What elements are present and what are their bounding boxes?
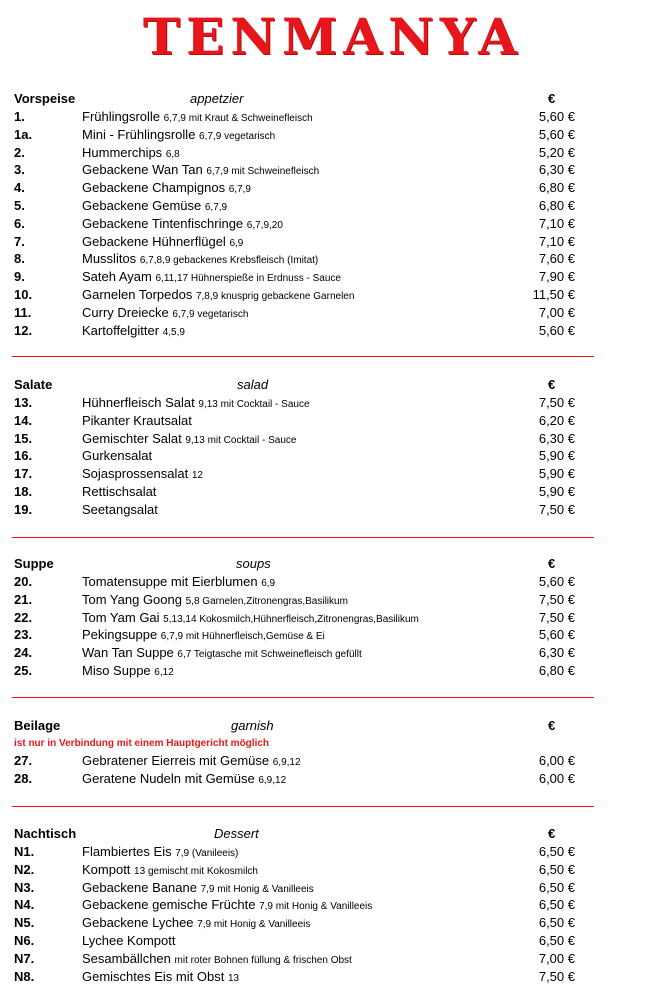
item-description: 6,9,12 xyxy=(272,757,301,768)
item-description: mit roter Bohnen füllung & frischen Obst xyxy=(174,954,352,966)
item-description: 6,7,9 mit Schweinefleisch xyxy=(206,166,320,178)
item-description: 6,7,9 mit Kraut & Schweinefleisch xyxy=(163,113,313,124)
item-description: 7,9 mit Honig & Vanilleeis xyxy=(259,901,373,913)
item-description: 7,9 mit Honig & Vanilleeis xyxy=(200,883,314,895)
menu-section xyxy=(0,717,666,788)
menu-item xyxy=(0,304,666,322)
section-header xyxy=(0,717,666,735)
item-number: 1a. xyxy=(14,126,33,142)
menu-item xyxy=(0,662,666,680)
item-description: 6,7,8,9 gebackenes Krebsfleisch (Imitat) xyxy=(139,255,319,267)
item-name: Gebackene Banane xyxy=(82,879,197,895)
item-name: Tomatensuppe mit Eierblumen xyxy=(82,574,258,589)
item-price: 7,00 € xyxy=(538,950,575,966)
item-name: Hühnerfleisch Salat xyxy=(82,395,195,410)
section-divider xyxy=(12,537,594,538)
menu-item xyxy=(0,430,666,448)
item-number: N7. xyxy=(14,950,35,966)
menu-item xyxy=(0,879,666,897)
item-price: 5,90 € xyxy=(538,448,575,464)
item-number: N2. xyxy=(14,861,35,877)
item-name: Tom Yam Gai xyxy=(82,609,160,625)
menu-item xyxy=(0,108,666,126)
item-price: 6,50 € xyxy=(538,844,575,859)
item-price: 7,00 € xyxy=(538,304,575,320)
item-name: Lychee Kompott xyxy=(82,932,176,948)
item-name: Gemischtes Eis mit Obst xyxy=(82,968,225,984)
item-price: 5,90 € xyxy=(538,466,575,482)
item-price: 6,20 € xyxy=(538,412,575,428)
item-number: 16. xyxy=(14,448,33,464)
section-title: Nachtisch xyxy=(14,826,77,841)
menu-item xyxy=(0,626,666,644)
section-header xyxy=(0,90,666,108)
item-name: Flambiertes Eis xyxy=(82,844,172,859)
item-number: 23. xyxy=(14,627,33,643)
item-price: 6,30 € xyxy=(538,162,575,178)
item-price: 6,50 € xyxy=(538,879,575,895)
menu-item xyxy=(0,950,666,968)
item-number: 21. xyxy=(14,591,33,607)
section-title: Vorspeise xyxy=(14,91,76,106)
menu-section xyxy=(0,555,666,680)
item-number: 3. xyxy=(14,162,25,178)
item-name: Sateh Ayam xyxy=(82,269,152,285)
item-price: 7,50 € xyxy=(538,395,575,410)
section-divider xyxy=(12,356,594,357)
menu-item xyxy=(0,161,666,179)
menu-item xyxy=(0,250,666,268)
item-price: 5,20 € xyxy=(538,144,575,160)
currency-label: € xyxy=(548,377,556,392)
item-description: 5,13,14 Kokosmilch,Hühnerfleisch,Zitronengras,Basilikum xyxy=(163,613,419,625)
menu-item xyxy=(0,412,666,430)
menu-item xyxy=(0,896,666,914)
menu-item xyxy=(0,322,666,340)
item-number: N5. xyxy=(14,915,35,931)
currency-label: € xyxy=(548,826,556,841)
section-divider xyxy=(12,697,594,698)
menu-item xyxy=(0,144,666,162)
item-description: 5,8 Garnelen,Zitronengras,Basilikum xyxy=(185,595,348,607)
item-name: Gebackene Champignos xyxy=(82,180,226,196)
menu-item xyxy=(0,197,666,215)
menu-item xyxy=(0,465,666,483)
item-price: 6,80 € xyxy=(538,662,575,678)
menu-item xyxy=(0,394,666,412)
item-price: 6,30 € xyxy=(538,430,575,446)
currency-label: € xyxy=(548,91,556,106)
section-header xyxy=(0,825,666,843)
item-name: Gebratener Eierreis mit Gemüse xyxy=(82,753,270,768)
item-name: Gemischter Salat xyxy=(82,430,182,446)
item-description: 6,9,12 xyxy=(258,774,287,786)
item-price: 5,60 € xyxy=(538,627,575,643)
menu-item xyxy=(0,914,666,932)
section-title: Salate xyxy=(14,377,53,392)
item-number: 17. xyxy=(14,466,33,482)
item-number: 13. xyxy=(14,395,33,410)
section-subtitle: appetzier xyxy=(190,91,244,106)
item-price: 6,30 € xyxy=(538,645,575,661)
menu-item xyxy=(0,770,666,788)
menu-item xyxy=(0,233,666,251)
menu-item xyxy=(0,968,666,986)
menu-section xyxy=(0,90,666,339)
item-description: 13 gemischt mit Kokosmilch xyxy=(134,865,258,877)
menu-item xyxy=(0,573,666,591)
item-name: Kartoffelgitter xyxy=(82,322,160,338)
menu-item xyxy=(0,861,666,879)
item-name: Frühlingsrolle xyxy=(82,109,161,124)
item-number: 10. xyxy=(14,286,33,302)
item-number: 4. xyxy=(14,180,25,196)
section-subtitle: garnish xyxy=(231,718,274,733)
menu-item xyxy=(0,483,666,501)
menu-section xyxy=(0,376,666,519)
item-price: 5,60 € xyxy=(538,109,575,124)
menu-item xyxy=(0,215,666,233)
item-number: 24. xyxy=(14,645,33,661)
item-price: 7,50 € xyxy=(538,609,575,625)
item-price: 7,50 € xyxy=(538,501,575,517)
item-description: 6,7,9,20 xyxy=(246,219,283,231)
item-name: Sojasprossensalat xyxy=(82,466,189,482)
item-price: 11,50 € xyxy=(532,286,575,302)
item-price: 5,60 € xyxy=(538,322,575,338)
item-description: 9,13 mit Cocktail - Sauce xyxy=(198,399,310,410)
item-name: Musslitos xyxy=(82,251,137,267)
menu-item xyxy=(0,286,666,304)
item-number: N3. xyxy=(14,879,35,895)
section-title: Beilage xyxy=(14,718,61,733)
item-number: 1. xyxy=(14,109,25,124)
item-description: 6,7,9 vegetarisch xyxy=(199,130,276,142)
item-number: 28. xyxy=(14,770,33,786)
item-number: 22. xyxy=(14,609,33,625)
item-description: 6,7,9 xyxy=(228,184,251,196)
section-subtitle: salad xyxy=(237,377,269,392)
item-description: 7,8,9 knusprig gebackene Garnelen xyxy=(195,290,355,302)
item-description: 6,12 xyxy=(154,666,174,678)
item-name: Gebackene Tintenfischringe xyxy=(82,215,244,231)
item-number: N8. xyxy=(14,968,35,984)
item-number: N1. xyxy=(14,844,35,859)
item-name: Curry Dreiecke xyxy=(82,304,169,320)
item-description: 6,7 Teigtasche mit Schweinefleisch gefüllt xyxy=(177,649,362,661)
item-name: Mini - Frühlingsrolle xyxy=(82,126,196,142)
item-description: 7,9 (Vanileeis) xyxy=(175,848,239,859)
item-name: Gebackene Wan Tan xyxy=(82,162,203,178)
item-name: Pikanter Krautsalat xyxy=(82,412,192,428)
item-name: Gebackene Gemüse xyxy=(82,197,202,213)
item-name: Miso Suppe xyxy=(82,662,151,678)
item-description: 6,7,9 mit Hühnerfleisch,Gemüse & Ei xyxy=(160,631,325,643)
item-number: 14. xyxy=(14,412,33,428)
item-price: 6,80 € xyxy=(538,180,575,196)
item-number: 20. xyxy=(14,574,33,589)
item-name: Seetangsalat xyxy=(82,501,158,517)
item-name: Gebackene gemische Früchte xyxy=(82,897,256,913)
item-number: 8. xyxy=(14,251,25,267)
item-price: 7,10 € xyxy=(538,233,575,249)
item-name: Gebackene Lychee xyxy=(82,915,194,931)
item-price: 6,50 € xyxy=(538,915,575,931)
item-price: 7,10 € xyxy=(538,215,575,231)
menu-item xyxy=(0,752,666,770)
item-description: 9,13 mit Cocktail - Sauce xyxy=(185,434,297,446)
item-description: 7,9 mit Honig & Vanilleeis xyxy=(197,919,311,931)
item-name: Garnelen Torpedos xyxy=(82,286,193,302)
item-price: 6,00 € xyxy=(538,770,575,786)
item-price: 7,90 € xyxy=(538,269,575,285)
item-name: Sesambällchen xyxy=(82,950,171,966)
menu-item xyxy=(0,843,666,861)
section-header xyxy=(0,376,666,394)
item-price: 5,60 € xyxy=(538,126,575,142)
item-description: 4,5,9 xyxy=(162,326,185,338)
section-subtitle: soups xyxy=(236,556,271,571)
currency-label: € xyxy=(548,718,556,733)
item-name: Pekingsuppe xyxy=(82,627,158,643)
item-price: 7,50 € xyxy=(538,968,575,984)
item-number: 19. xyxy=(14,501,33,517)
item-description: 6,9 xyxy=(261,578,276,589)
section-divider xyxy=(12,806,594,807)
menu-item xyxy=(0,644,666,662)
menu-item xyxy=(0,447,666,465)
menu-item xyxy=(0,501,666,519)
item-number: 18. xyxy=(14,483,33,499)
menu-item xyxy=(0,126,666,144)
item-number: 15. xyxy=(14,430,33,446)
item-name: Hummerchips xyxy=(82,144,163,160)
section-header xyxy=(0,555,666,573)
item-price: 6,00 € xyxy=(538,753,575,768)
section-subtitle: Dessert xyxy=(214,826,259,841)
item-name: Tom Yang Goong xyxy=(82,591,182,607)
item-name: Gurkensalat xyxy=(82,448,153,464)
item-number: 12. xyxy=(14,322,33,338)
item-price: 5,60 € xyxy=(538,574,575,589)
item-price: 7,50 € xyxy=(538,591,575,607)
item-name: Gebackene Hühnerflügel xyxy=(82,233,226,249)
item-number: 6. xyxy=(14,215,25,231)
item-number: 9. xyxy=(14,269,25,285)
item-description: 6,11,17 Hühnerspieße in Erdnuss - Sauce xyxy=(155,273,341,285)
menu-item xyxy=(0,268,666,286)
item-price: 6,80 € xyxy=(538,197,575,213)
item-description: 6,8 xyxy=(165,148,180,160)
menu-item xyxy=(0,179,666,197)
item-number: N4. xyxy=(14,897,35,913)
item-price: 6,50 € xyxy=(538,861,575,877)
item-number: 7. xyxy=(14,233,25,249)
currency-label: € xyxy=(548,556,556,571)
item-description: 13 xyxy=(227,972,240,984)
menu-item xyxy=(0,932,666,950)
item-price: 5,90 € xyxy=(538,483,575,499)
item-name: Geratene Nudeln mit Gemüse xyxy=(82,770,255,786)
item-description: 12 xyxy=(191,470,203,482)
item-price: 7,60 € xyxy=(538,251,575,267)
item-number: 5. xyxy=(14,197,25,213)
item-number: 25. xyxy=(14,662,33,678)
item-number: 2. xyxy=(14,144,25,160)
item-price: 6,50 € xyxy=(538,932,575,948)
item-number: 11. xyxy=(14,304,32,320)
restaurant-logo: TENMANYA xyxy=(142,7,524,66)
section-note: ist nur in Verbindung mit einem Hauptgericht möglich xyxy=(14,738,270,749)
menu-item xyxy=(0,609,666,627)
item-name: Wan Tan Suppe xyxy=(82,645,174,661)
menu-section xyxy=(0,825,666,985)
item-description: 6,7,9 xyxy=(204,201,228,213)
item-description: 6,7,9 vegetarisch xyxy=(172,308,249,320)
item-number: N6. xyxy=(14,932,35,948)
item-number: 27. xyxy=(14,753,33,768)
item-description: 6,9 xyxy=(229,237,244,249)
item-price: 6,50 € xyxy=(538,897,575,913)
section-title: Suppe xyxy=(14,556,54,571)
item-name: Kompott xyxy=(82,861,131,877)
item-name: Rettischsalat xyxy=(82,483,157,499)
menu-item xyxy=(0,591,666,609)
